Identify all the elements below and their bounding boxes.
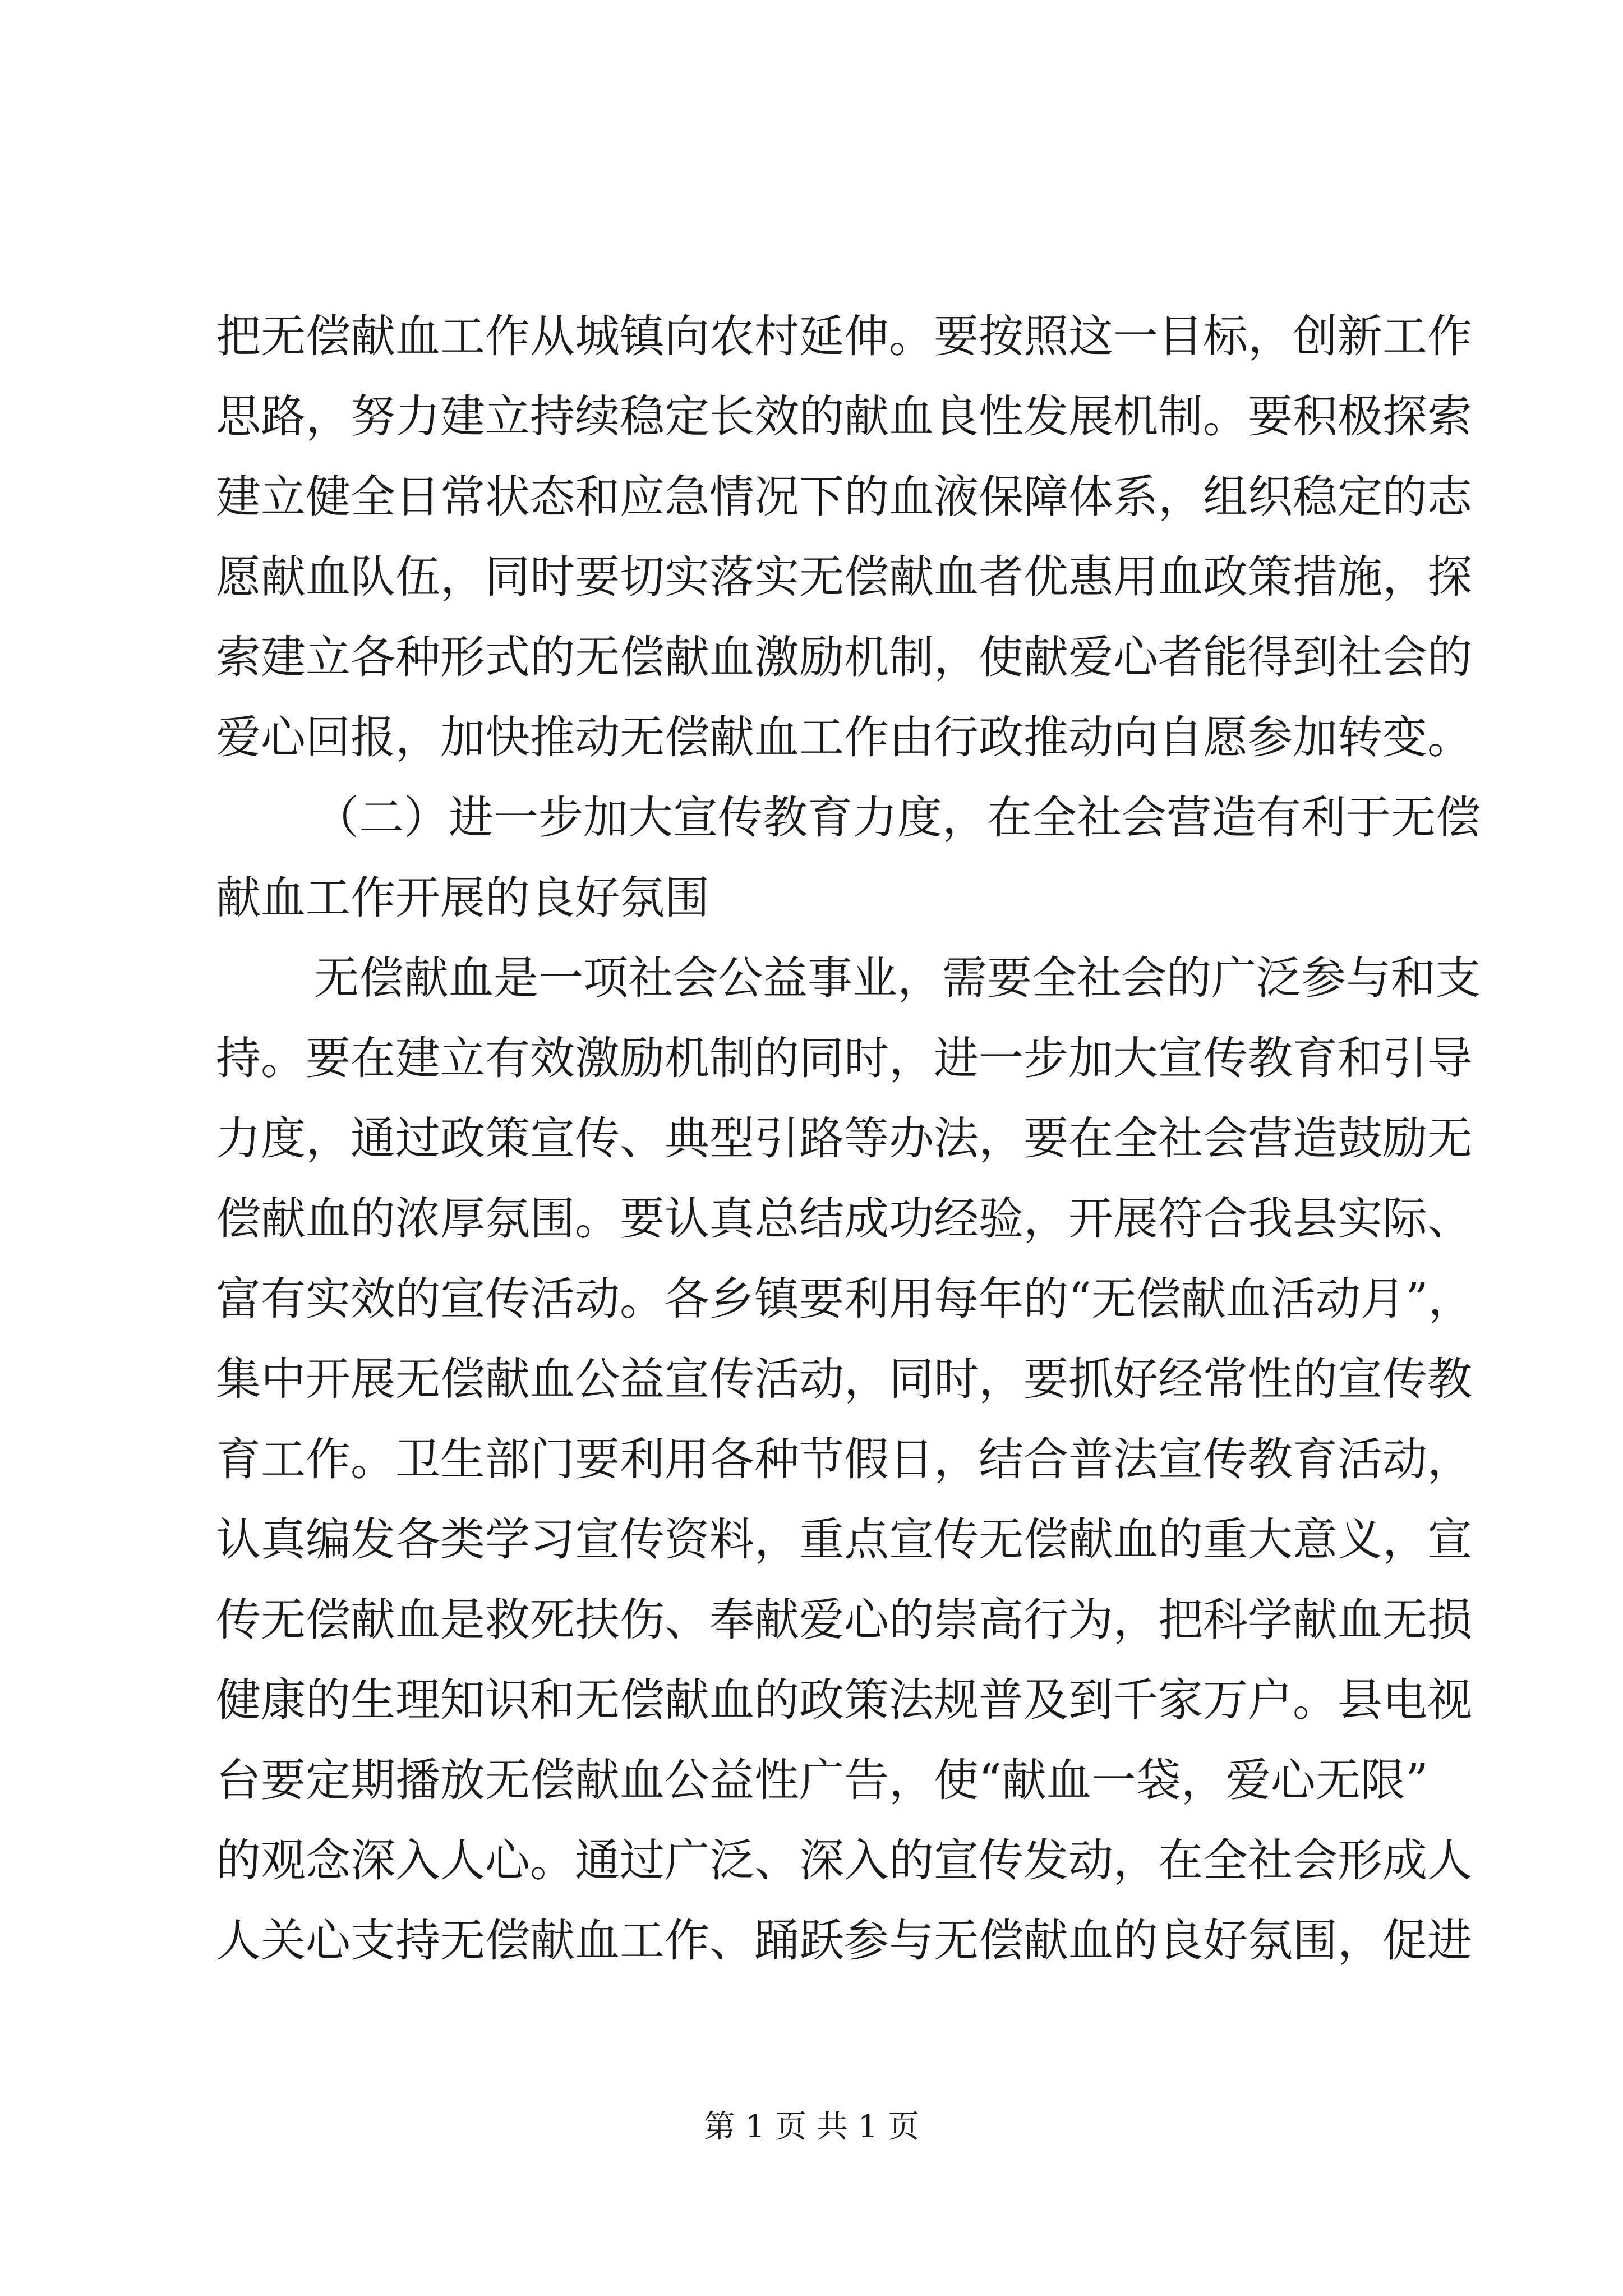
text-line: 富有实效的宣传活动。各乡镇要利用每年的“无偿献血活动月”， — [216, 1273, 1473, 1325]
text-line: 爱心回报，加快推动无偿献血工作由行政推动向自愿参加转变。 — [216, 711, 1472, 763]
page-number-footer: 第 1 页 共 1 页 — [703, 2109, 920, 2145]
text-line: 持。要在建立有效激励机制的同时，进一步加大宣传教育和引导 — [216, 1032, 1472, 1084]
text-line: 索建立各种形式的无偿献血激励机制，使献爱心者能得到社会的 — [216, 631, 1472, 683]
text-line: 台要定期播放无偿献血公益性广告，使“献血一袋，爱心无限” — [216, 1754, 1428, 1806]
document-body — [216, 296, 1481, 1981]
text-line: 把无偿献血工作从城镇向农村延伸。要按照这一目标，创新工作 — [216, 310, 1472, 362]
text-line: 育工作。卫生部门要利用各种节假日，结合普法宣传教育活动， — [216, 1433, 1472, 1485]
text-line: 传无偿献血是救死扶伤、奉献爱心的崇高行为，把科学献血无损 — [216, 1594, 1472, 1646]
text-line: 偿献血的浓厚氛围。要认真总结成功经验，开展符合我县实际、 — [216, 1193, 1472, 1245]
text-line: 无偿献血是一项社会公益事业，需要全社会的广泛参与和支 — [314, 952, 1481, 1004]
text-line: 的观念深入人心。通过广泛、深入的宣传发动，在全社会形成人 — [216, 1834, 1472, 1887]
text-line: 健康的生理知识和无偿献血的政策法规普及到千家万户。县电视 — [216, 1674, 1472, 1726]
text-line: 思路，努力建立持续稳定长效的献血良性发展机制。要积极探索 — [216, 390, 1472, 443]
text-line: 人关心支持无偿献血工作、踊跃参与无偿献血的良好氛围，促进 — [216, 1915, 1472, 1967]
text-line: 认真编发各类学习宣传资料，重点宣传无偿献血的重大意义，宣 — [216, 1513, 1472, 1566]
section-heading-line: 献血工作开展的良好氛围 — [216, 872, 709, 924]
text-line: 集中开展无偿献血公益宣传活动，同时，要抓好经常性的宣传教 — [216, 1353, 1472, 1405]
text-line: 力度，通过政策宣传、典型引路等办法，要在全社会营造鼓励无 — [216, 1112, 1472, 1165]
text-line: 建立健全日常状态和应急情况下的血液保障体系，组织稳定的志 — [216, 471, 1472, 523]
section-heading-line: （二）进一步加大宣传教育力度，在全社会营造有利于无偿 — [314, 792, 1481, 844]
text-line: 愿献血队伍，同时要切实落实无偿献血者优惠用血政策措施，探 — [216, 551, 1472, 603]
